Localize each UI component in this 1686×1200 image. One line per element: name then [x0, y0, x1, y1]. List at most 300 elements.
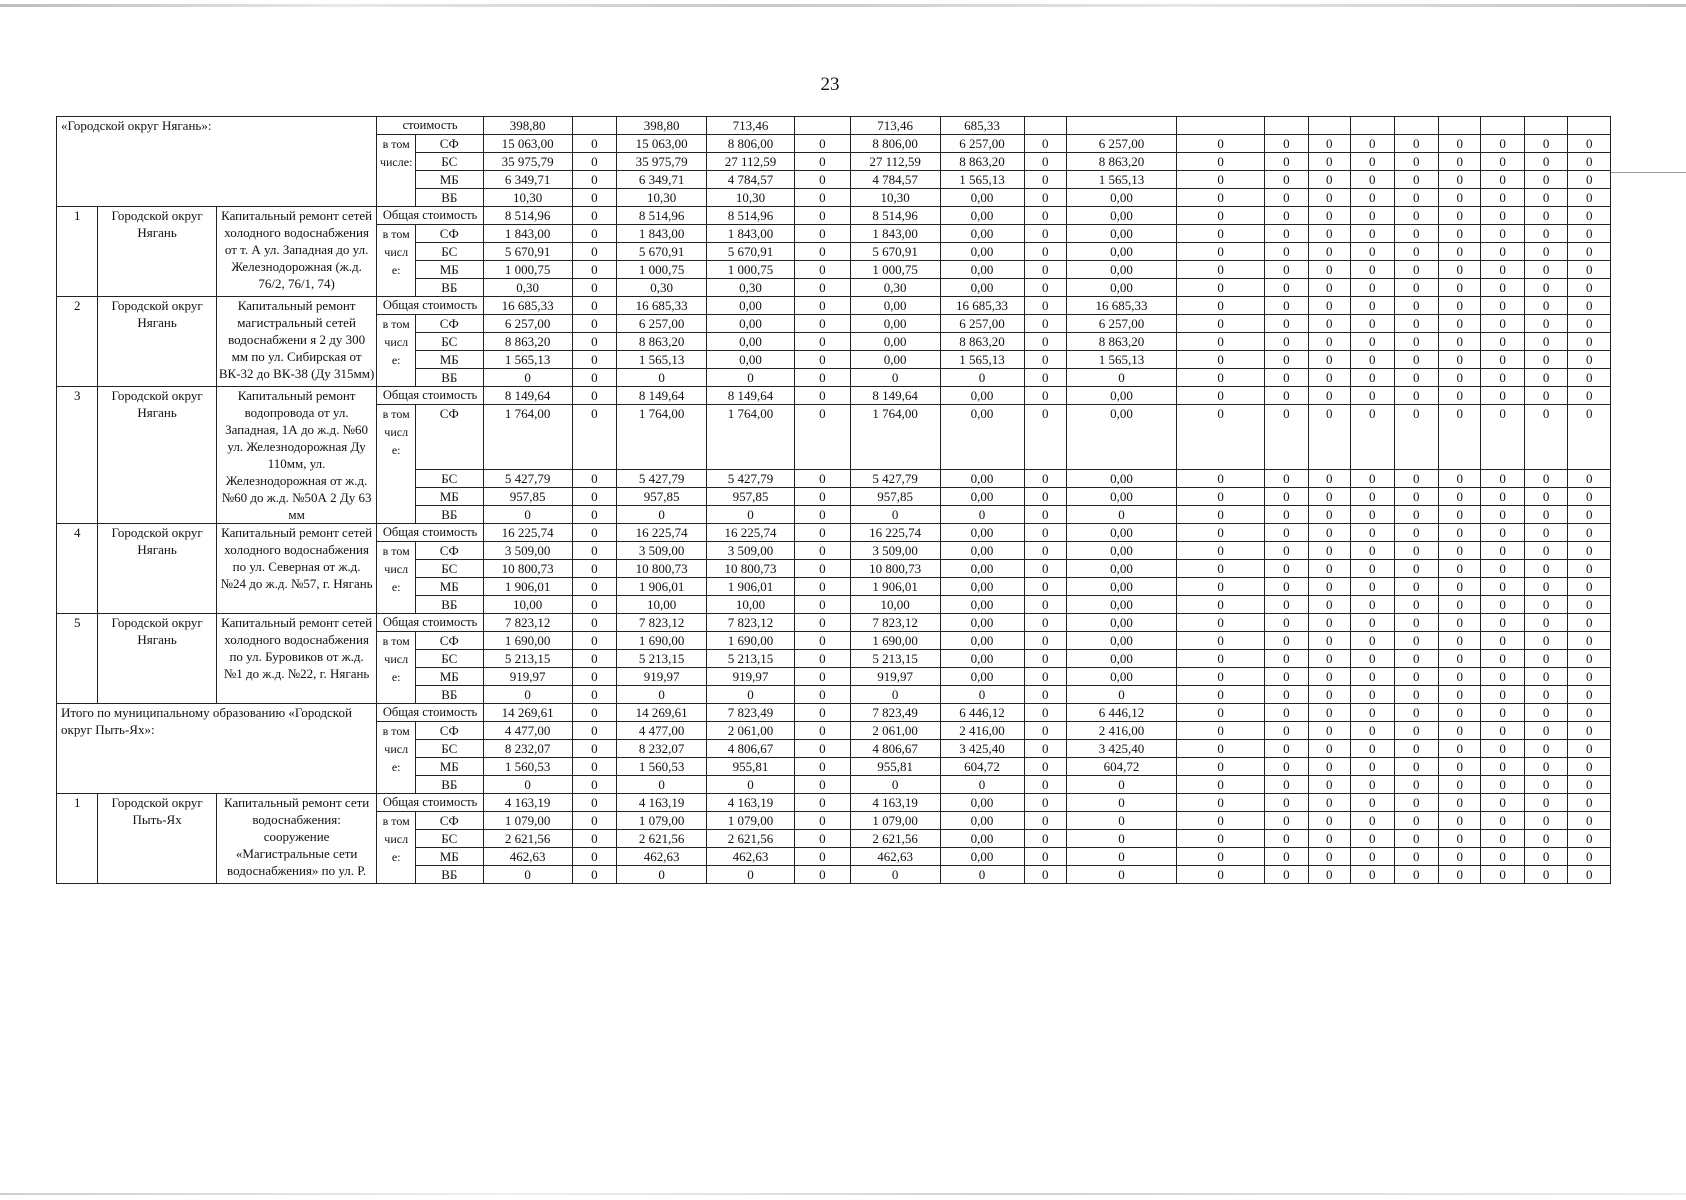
amount-value: 0	[1568, 369, 1611, 387]
amount-value: 8 863,20	[483, 333, 572, 351]
amount-value: 0	[1177, 866, 1265, 884]
amount-value: 0	[1568, 578, 1611, 596]
amount-value: 0	[572, 776, 616, 794]
amount-value: 0	[1177, 578, 1265, 596]
funding-source-code: МБ	[415, 848, 483, 866]
amount-value: 0	[1438, 261, 1480, 279]
amount-value: 0	[1024, 261, 1066, 279]
amount-value: 0	[1351, 596, 1394, 614]
amount-value: 0	[572, 830, 616, 848]
amount-value: 0	[1438, 243, 1480, 261]
municipality-name: Городской округ Нягань	[98, 387, 216, 524]
amount-value: 0	[1177, 758, 1265, 776]
amount-value: 10,00	[707, 596, 795, 614]
amount-value: 0	[1524, 578, 1567, 596]
amount-value: 0,00	[940, 243, 1024, 261]
amount-value: 0	[795, 135, 851, 153]
amount-value: 0	[1351, 686, 1394, 704]
amount-value: 0,00	[940, 848, 1024, 866]
amount-value: 15 063,00	[617, 135, 707, 153]
amount-value: 0,00	[1066, 261, 1176, 279]
amount-value: 3 509,00	[483, 542, 572, 560]
amount-value: 0	[940, 776, 1024, 794]
amount-value: 0	[572, 758, 616, 776]
cost-value: 0	[1394, 297, 1438, 315]
cost-value: 0	[1024, 207, 1066, 225]
amount-value: 0	[1394, 470, 1438, 488]
cost-value: 0	[1524, 387, 1567, 405]
table-row	[57, 704, 1611, 722]
amount-value: 0	[1351, 668, 1394, 686]
cost-value: 0	[1177, 704, 1265, 722]
amount-value: 1 565,13	[1066, 171, 1176, 189]
cost-value: 0	[572, 387, 616, 405]
row-number: 4	[57, 524, 98, 614]
amount-value: 0	[617, 866, 707, 884]
cost-value: 16 225,74	[617, 524, 707, 542]
amount-value: 0	[1524, 470, 1567, 488]
cost-value: 398,80	[483, 117, 572, 135]
amount-value: 0,00	[940, 470, 1024, 488]
amount-value: 0	[1481, 243, 1524, 261]
amount-value: 0	[1308, 153, 1350, 171]
amount-value: 0	[1177, 848, 1265, 866]
amount-value: 0	[1568, 650, 1611, 668]
amount-value: 0	[1351, 470, 1394, 488]
cost-value: 0	[1438, 387, 1480, 405]
cost-label: Общая стоимость	[377, 614, 483, 632]
amount-value: 0	[572, 596, 616, 614]
amount-value: 0,00	[1066, 488, 1176, 506]
amount-value: 0	[1265, 135, 1308, 153]
amount-value: 0	[1351, 578, 1394, 596]
amount-value: 0	[1438, 632, 1480, 650]
amount-value: 957,85	[707, 488, 795, 506]
amount-value: 0	[1308, 740, 1350, 758]
amount-value: 0	[1351, 650, 1394, 668]
amount-value: 0,00	[940, 261, 1024, 279]
amount-value: 1 079,00	[707, 812, 795, 830]
amount-value: 0	[483, 866, 572, 884]
amount-value: 1 000,75	[617, 261, 707, 279]
amount-value: 4 784,57	[850, 171, 940, 189]
amount-value: 0	[1568, 189, 1611, 207]
cost-label: Общая стоимость	[377, 207, 483, 225]
amount-value: 0	[1481, 650, 1524, 668]
amount-value: 0	[617, 686, 707, 704]
amount-value: 0,00	[940, 596, 1024, 614]
amount-value: 0	[1481, 153, 1524, 171]
amount-value: 0	[1265, 686, 1308, 704]
cost-value: 0,00	[1066, 614, 1176, 632]
amount-value: 0	[617, 506, 707, 524]
amount-value: 1 764,00	[483, 405, 572, 470]
amount-value: 0	[1394, 225, 1438, 243]
amount-value: 0	[940, 506, 1024, 524]
funding-source-code: ВБ	[415, 369, 483, 387]
scan-fold-line	[1610, 172, 1686, 173]
amount-value: 0	[1066, 369, 1176, 387]
cost-value: 0	[795, 297, 851, 315]
funding-source-code: СФ	[415, 225, 483, 243]
cost-value: 7 823,12	[707, 614, 795, 632]
amount-value: 0	[1024, 470, 1066, 488]
amount-value: 0	[1177, 189, 1265, 207]
cost-value: 0	[1438, 794, 1480, 812]
breakdown-label: в том числ е:	[377, 542, 415, 614]
amount-value: 0	[1568, 668, 1611, 686]
amount-value: 0	[1177, 315, 1265, 333]
amount-value: 0	[572, 279, 616, 297]
funding-source-code: СФ	[415, 812, 483, 830]
cost-value: 0	[795, 794, 851, 812]
amount-value: 0	[572, 560, 616, 578]
amount-value: 0	[1568, 596, 1611, 614]
amount-value: 1 843,00	[707, 225, 795, 243]
table-row	[57, 614, 1611, 632]
funding-source-code: МБ	[415, 668, 483, 686]
amount-value: 0,00	[940, 578, 1024, 596]
amount-value: 3 425,40	[1066, 740, 1176, 758]
amount-value: 0	[1265, 578, 1308, 596]
amount-value: 0	[1308, 225, 1350, 243]
cost-value: 7 823,12	[483, 614, 572, 632]
cost-value: 16 685,33	[940, 297, 1024, 315]
amount-value: 0	[1177, 488, 1265, 506]
amount-value: 0	[1568, 542, 1611, 560]
project-description: Капитальный ремонт сетей холодного водоснабжения от т. А ул. Западная до ул. Железнодорожная (ж.д. 76/2, 76/1, 74)	[216, 207, 377, 297]
amount-value: 0	[1438, 848, 1480, 866]
amount-value: 0	[1265, 333, 1308, 351]
row-number: 2	[57, 297, 98, 387]
amount-value: 0	[1351, 488, 1394, 506]
amount-value: 0	[795, 812, 851, 830]
amount-value: 0	[1066, 830, 1176, 848]
amount-value: 0	[1308, 542, 1350, 560]
amount-value: 4 477,00	[617, 722, 707, 740]
amount-value: 0	[795, 830, 851, 848]
cost-value: 8 514,96	[483, 207, 572, 225]
cost-value: 0	[1177, 614, 1265, 632]
amount-value: 0	[1568, 758, 1611, 776]
amount-value: 0	[1308, 171, 1350, 189]
amount-value: 0	[1265, 171, 1308, 189]
amount-value: 0	[1308, 866, 1350, 884]
amount-value: 0	[1265, 153, 1308, 171]
amount-value: 0	[1265, 405, 1308, 470]
amount-value: 1 000,75	[707, 261, 795, 279]
amount-value: 0	[1524, 351, 1567, 369]
cost-value: 0	[572, 207, 616, 225]
cost-value: 16 225,74	[707, 524, 795, 542]
subtotal-title: Итого по муниципальному образованию «Городской округ Пыть-Ях»:	[57, 704, 377, 794]
amount-value: 0	[572, 315, 616, 333]
cost-value: 0	[572, 614, 616, 632]
amount-value: 8 863,20	[617, 333, 707, 351]
amount-value: 0	[795, 596, 851, 614]
amount-value: 0	[1308, 279, 1350, 297]
cost-value: 0	[1438, 614, 1480, 632]
amount-value: 0	[795, 243, 851, 261]
amount-value: 0	[1394, 506, 1438, 524]
amount-value: 0	[1568, 225, 1611, 243]
cost-value: 0	[795, 387, 851, 405]
amount-value: 0	[1024, 866, 1066, 884]
cost-value: 0	[1308, 614, 1350, 632]
amount-value: 0	[572, 578, 616, 596]
amount-value: 0	[795, 866, 851, 884]
funding-source-code: ВБ	[415, 189, 483, 207]
amount-value: 27 112,59	[707, 153, 795, 171]
cost-value: 713,46	[850, 117, 940, 135]
amount-value: 0	[1568, 405, 1611, 470]
cost-value: 0	[1265, 524, 1308, 542]
amount-value: 0,00	[940, 189, 1024, 207]
amount-value: 0	[1394, 776, 1438, 794]
cost-value: 0	[1066, 794, 1176, 812]
amount-value: 0	[1524, 369, 1567, 387]
cost-value: 0	[1024, 794, 1066, 812]
amount-value: 0	[572, 632, 616, 650]
amount-value: 0	[1481, 812, 1524, 830]
cost-value: 0	[1524, 207, 1567, 225]
amount-value: 1 565,13	[483, 351, 572, 369]
financing-table	[56, 116, 1611, 884]
cost-value: 0	[1394, 207, 1438, 225]
cost-value: 4 163,19	[617, 794, 707, 812]
amount-value: 0	[795, 351, 851, 369]
municipality-name: Городской округ Нягань	[98, 297, 216, 387]
amount-value: 6 257,00	[1066, 315, 1176, 333]
cost-value: 0	[1177, 794, 1265, 812]
amount-value: 10 800,73	[850, 560, 940, 578]
amount-value: 0	[1024, 333, 1066, 351]
cost-label: стоимость	[377, 117, 483, 135]
amount-value: 0	[795, 506, 851, 524]
cost-value: 0	[1351, 704, 1394, 722]
cost-value: 0	[1265, 704, 1308, 722]
amount-value: 0	[1438, 225, 1480, 243]
amount-value: 0	[850, 686, 940, 704]
amount-value: 0	[1177, 650, 1265, 668]
amount-value: 0	[572, 189, 616, 207]
amount-value: 0	[1568, 632, 1611, 650]
cost-value: 713,46	[707, 117, 795, 135]
amount-value: 0	[572, 650, 616, 668]
amount-value: 604,72	[1066, 758, 1176, 776]
amount-value: 0	[707, 506, 795, 524]
amount-value: 0,00	[940, 279, 1024, 297]
amount-value: 3 509,00	[707, 542, 795, 560]
cost-value: 4 163,19	[483, 794, 572, 812]
amount-value: 2 621,56	[483, 830, 572, 848]
amount-value: 0	[1177, 776, 1265, 794]
funding-source-code: ВБ	[415, 866, 483, 884]
amount-value: 6 257,00	[617, 315, 707, 333]
amount-value: 5 670,91	[850, 243, 940, 261]
amount-value: 0,00	[1066, 405, 1176, 470]
amount-value: 0	[1481, 668, 1524, 686]
amount-value: 0	[1524, 650, 1567, 668]
amount-value: 1 079,00	[483, 812, 572, 830]
amount-value: 0	[1177, 668, 1265, 686]
amount-value: 0	[1481, 506, 1524, 524]
amount-value: 5 670,91	[617, 243, 707, 261]
table-row	[57, 387, 1611, 405]
amount-value: 0	[572, 351, 616, 369]
amount-value: 0	[1177, 632, 1265, 650]
funding-source-code: ВБ	[415, 686, 483, 704]
amount-value: 0	[1438, 722, 1480, 740]
amount-value: 0	[1438, 171, 1480, 189]
amount-value: 0	[1481, 369, 1524, 387]
amount-value: 0	[1438, 189, 1480, 207]
amount-value: 0,00	[850, 315, 940, 333]
cost-value: 6 446,12	[1066, 704, 1176, 722]
cost-value: 0	[1568, 207, 1611, 225]
amount-value: 0	[1438, 812, 1480, 830]
amount-value: 0	[1308, 261, 1350, 279]
amount-value: 0	[1394, 542, 1438, 560]
amount-value: 0	[1265, 758, 1308, 776]
cost-value: 0,00	[940, 614, 1024, 632]
cost-value: 0,00	[940, 524, 1024, 542]
amount-value: 0	[1024, 578, 1066, 596]
amount-value: 0	[1394, 686, 1438, 704]
funding-source-code: ВБ	[415, 506, 483, 524]
funding-source-code: СФ	[415, 632, 483, 650]
amount-value: 4 784,57	[707, 171, 795, 189]
amount-value: 10 800,73	[483, 560, 572, 578]
funding-source-code: БС	[415, 333, 483, 351]
amount-value: 0	[1524, 225, 1567, 243]
cost-value: 0	[1308, 207, 1350, 225]
amount-value: 0	[1568, 315, 1611, 333]
amount-value: 0,30	[617, 279, 707, 297]
cost-value: 0	[572, 704, 616, 722]
amount-value: 0	[1481, 189, 1524, 207]
amount-value: 0	[795, 333, 851, 351]
amount-value: 0	[1066, 866, 1176, 884]
amount-value: 0	[1177, 686, 1265, 704]
amount-value: 0	[1308, 776, 1350, 794]
amount-value: 0	[1481, 758, 1524, 776]
amount-value: 0	[1351, 135, 1394, 153]
amount-value: 8 806,00	[707, 135, 795, 153]
amount-value: 0	[1568, 740, 1611, 758]
cost-value	[795, 117, 851, 135]
amount-value: 2 416,00	[1066, 722, 1176, 740]
cost-value: 8 514,96	[617, 207, 707, 225]
amount-value: 0	[1177, 542, 1265, 560]
cost-value: 0	[1177, 387, 1265, 405]
amount-value: 10,30	[483, 189, 572, 207]
amount-value: 0	[1481, 596, 1524, 614]
amount-value: 0	[1438, 758, 1480, 776]
cost-value	[1524, 117, 1567, 135]
amount-value: 0,00	[940, 405, 1024, 470]
amount-value: 1 843,00	[483, 225, 572, 243]
amount-value: 0	[1024, 279, 1066, 297]
amount-value: 0	[707, 866, 795, 884]
amount-value: 0	[1351, 830, 1394, 848]
amount-value: 3 509,00	[850, 542, 940, 560]
amount-value: 0	[1438, 351, 1480, 369]
cost-value: 0	[1568, 297, 1611, 315]
amount-value: 0	[1024, 830, 1066, 848]
cost-value: 0	[1394, 524, 1438, 542]
amount-value: 0	[940, 369, 1024, 387]
funding-source-code: БС	[415, 153, 483, 171]
amount-value: 0	[1024, 351, 1066, 369]
amount-value: 6 257,00	[940, 315, 1024, 333]
amount-value: 0	[1438, 506, 1480, 524]
amount-value: 0	[1524, 722, 1567, 740]
breakdown-label: в том числ е:	[377, 632, 415, 704]
amount-value: 0	[1481, 333, 1524, 351]
cost-value: 4 163,19	[707, 794, 795, 812]
cost-value	[1308, 117, 1350, 135]
amount-value: 10,00	[850, 596, 940, 614]
breakdown-label: в том числ е:	[377, 405, 415, 524]
table-row	[57, 524, 1611, 542]
amount-value: 462,63	[483, 848, 572, 866]
amount-value: 0	[1308, 560, 1350, 578]
amount-value: 8 863,20	[940, 153, 1024, 171]
amount-value: 0	[1481, 135, 1524, 153]
amount-value: 0	[1351, 848, 1394, 866]
amount-value: 0	[1066, 506, 1176, 524]
amount-value: 10,30	[617, 189, 707, 207]
cost-value: 0	[1568, 387, 1611, 405]
amount-value: 0	[795, 560, 851, 578]
amount-value: 0	[1394, 758, 1438, 776]
amount-value: 0	[1351, 351, 1394, 369]
amount-value: 0	[1265, 542, 1308, 560]
amount-value: 0	[1568, 830, 1611, 848]
amount-value: 0	[1524, 740, 1567, 758]
amount-value: 955,81	[850, 758, 940, 776]
amount-value: 0	[1351, 225, 1394, 243]
amount-value: 0	[1265, 261, 1308, 279]
amount-value: 0	[1177, 153, 1265, 171]
cost-value: 0	[1265, 207, 1308, 225]
amount-value: 0	[795, 488, 851, 506]
amount-value: 1 843,00	[850, 225, 940, 243]
amount-value: 0	[1308, 369, 1350, 387]
amount-value: 0	[1265, 189, 1308, 207]
amount-value: 0	[572, 506, 616, 524]
amount-value: 0	[1481, 225, 1524, 243]
cost-value: 0	[1308, 704, 1350, 722]
amount-value: 0	[1438, 488, 1480, 506]
amount-value: 5 213,15	[483, 650, 572, 668]
amount-value: 0	[572, 261, 616, 279]
cost-value	[572, 117, 616, 135]
cost-value: 0	[1265, 297, 1308, 315]
project-description: Капитальный ремонт сетей холодного водоснабжения по ул. Буровиков от ж.д. №1 до ж.д. №22, г. Нягань	[216, 614, 377, 704]
amount-value: 919,97	[483, 668, 572, 686]
amount-value: 35 975,79	[483, 153, 572, 171]
amount-value: 0	[1481, 470, 1524, 488]
amount-value: 0	[1481, 830, 1524, 848]
subtotal-title: «Городской округ Нягань»:	[57, 117, 377, 207]
amount-value: 0	[1394, 333, 1438, 351]
amount-value: 0	[1438, 542, 1480, 560]
cost-value: 0	[1481, 704, 1524, 722]
amount-value: 0	[1351, 153, 1394, 171]
amount-value: 0	[1308, 506, 1350, 524]
